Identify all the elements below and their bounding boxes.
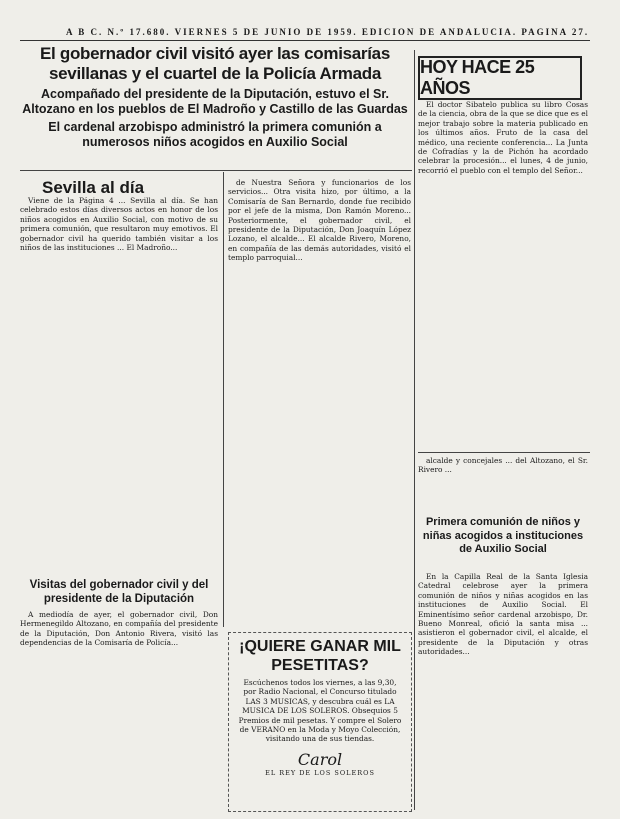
article-text: A mediodía de ayer, el gobernador civil, Don Hermenegildo Altozano, en compañía del presidente de la Diputación, Don Antonio Rivera, visitó las dependencias de la Comisaría de Policía... [20, 610, 218, 648]
main-headline-block [20, 44, 410, 150]
divider [418, 452, 590, 453]
advertisement [228, 632, 412, 812]
article-sevilla [20, 196, 218, 574]
section-title-primera-comunion: Primera comunión de niños y niñas acogidos a instituciones de Auxilio Social [422, 516, 584, 555]
top-rule [20, 40, 590, 41]
article-visitas [20, 610, 218, 810]
article-primera-comunion [418, 572, 588, 810]
article-text: Viene de la Página 4 ... Sevilla al día. Se han celebrado estos días diversos actos en honor de los niños acogidos en Auxilio Social, con motivo de su primera comunión, que resultaron muy emotivos. El gobernador civil ha querido también visitar a los niños de las instituciones ... El Madroño... [20, 196, 218, 253]
article-col2 [228, 178, 411, 628]
main-headline: El gobernador civil visitó ayer las comisarías sevillanas y el cuartel de la Policía Armada [40, 44, 390, 83]
masthead: A B C. N.º 17.680. VIERNES 5 DE JUNIO DE 1959. EDICION DE ANDALUCIA. PAGINA 27. [66, 27, 590, 37]
hoy-hace-title: HOY HACE 25 AÑOS [420, 57, 535, 98]
subheadline-1: Acompañado del presidente de la Diputación, estuvo el Sr. Altozano en los pueblos de El Madroño y Castillo de las Guardas [22, 87, 408, 116]
article-hoy-hace [418, 100, 588, 450]
article-text: de Nuestra Señora y funcionarios de los servicios... Otra visita hizo, por último, a la Comisaría de San Bernardo, donde fue recibido por el jefe de la misma, Don Ramón Moreno... Posteriormente, el gobernador civil, el presidente de la Diputación, Don Joaquín López Lozano, el alcalde... El alcalde Rivero, Moreno, en compañía de las demás autoridades, visitó el templo parroquial... [228, 178, 411, 263]
article-continuation [418, 456, 588, 512]
column-divider [223, 172, 224, 627]
ad-brand: EL REY DE LOS SOLEROS [265, 768, 375, 777]
ad-title: ¡QUIERE GANAR MIL PESETITAS? [239, 638, 401, 674]
article-text: El doctor Sibatelo publica su libro Cosas de la ciencia, obra de la que se dice que es el mejor trabajo sobre la materia publicado en los últimos años. Fruto de la casa del médico, una reciente conferencia... La Junta de Cofradías y la de Pichón ha acordado celebrar la procesión... el lunes, 4 de junio, recorrió el pueblo con el templo del Señor... [418, 100, 588, 175]
hoy-hace-box [418, 56, 582, 100]
ad-logo: Carol [297, 749, 343, 769]
column-divider [414, 50, 415, 810]
section-title-visitas: Visitas del gobernador civil y del presidente de la Diputación [29, 579, 209, 605]
article-text: alcalde y concejales ... del Altozano, el Sr. Rivero ... [418, 456, 588, 475]
section-title-sevilla: Sevilla al día [42, 178, 145, 197]
divider [20, 170, 412, 171]
ad-body: Escúchenos todos los viernes, a las 9,30, por Radio Nacional, el Concurso titulado LAS 3 MUSICAS, y descubra cuál es LA MUSICA DE LOS SOLEROS. Obsequios 5 Premios de mil pesetas. Y compre el Solero de VERANO en la Moda y Moyo Colección, visitando una de sus tiendas. [238, 678, 402, 744]
subheadline-2: El cardenal arzobispo administró la primera comunión a numerosos niños acogidos en Auxilio Social [48, 120, 382, 149]
article-text: En la Capilla Real de la Santa Iglesia Catedral celebrose ayer la primera comunión de niños y niñas acogidos en las instituciones de Auxilio Social. El Eminentísimo señor cardenal arzobispo, Dr. Bueno Monreal, ofició la santa misa ... asistieron el gobernador civil, el alcalde, el presidente de la Diputación y otras autoridades... [418, 572, 588, 657]
